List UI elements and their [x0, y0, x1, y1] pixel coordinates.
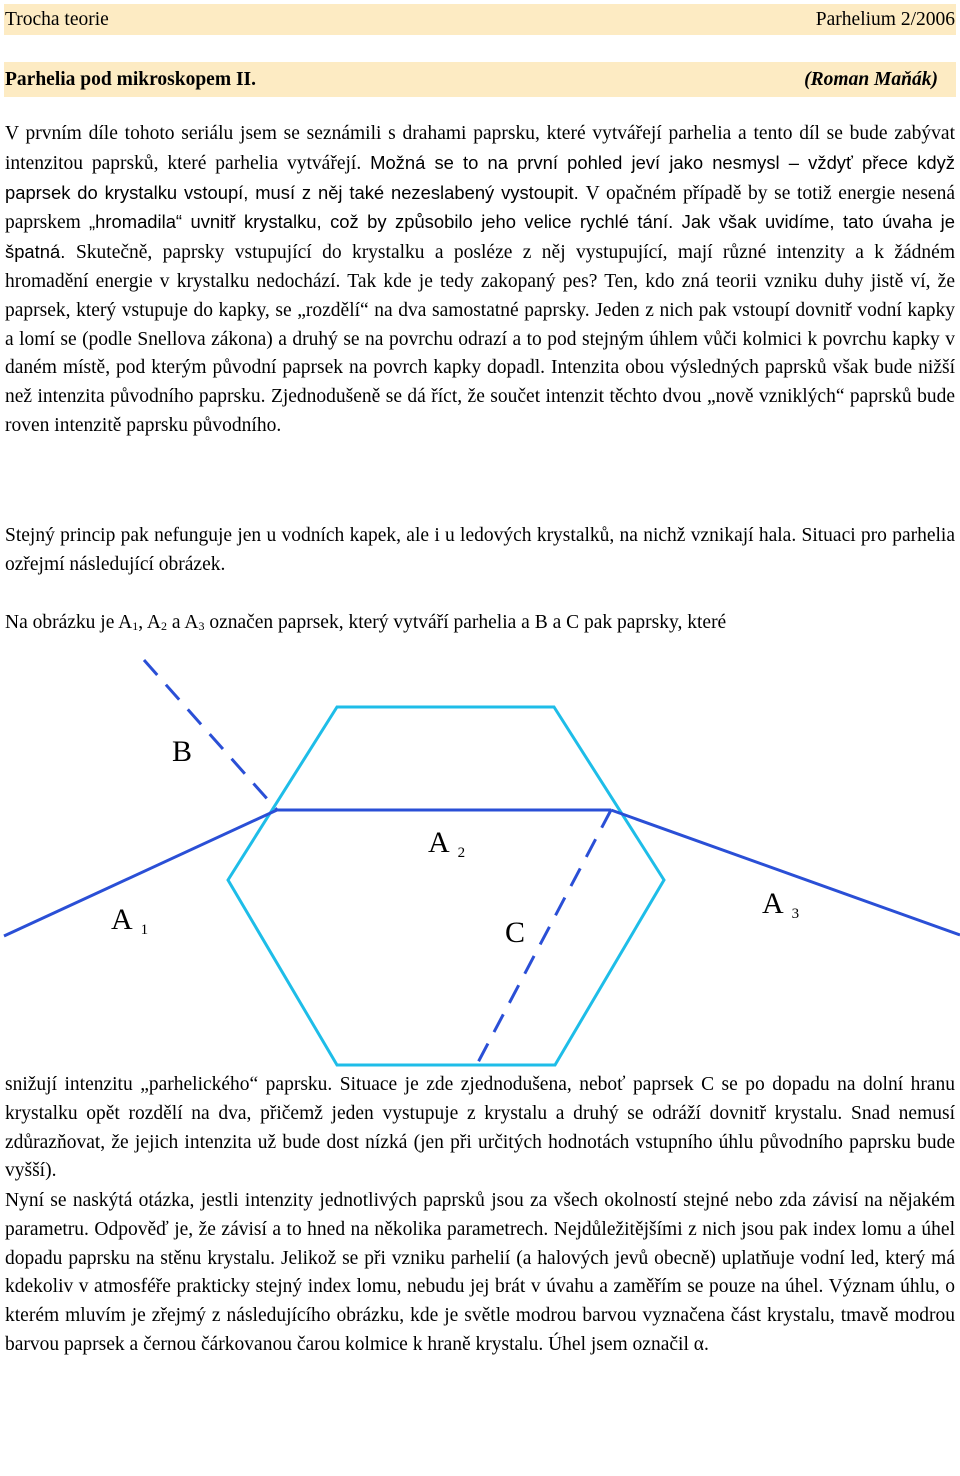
paragraph-intro-part4: „hromadila“ uvnitř krystalku, což by způsobilo jeho velice rychlé tání. Jak však uvidíme, tato úvaha je špatná. — [5, 211, 955, 263]
paragraph-figure-intro — [5, 609, 955, 641]
figure-intro-text-d: označen paprsek, který vytváří parhelia a B a C pak paprsky, které — [204, 612, 727, 633]
ray-b-reflected — [144, 660, 277, 810]
label-a1-letter: A — [111, 903, 133, 936]
paragraph-intro-part2: Možná se to na první pohled jeví jako nesmysl – vždyť přece když paprsek do krystalku vstoupí, musí z něj také nezeslabený vystoupit. — [5, 151, 955, 203]
article-title: Parhelia pod mikroskopem II. — [5, 69, 257, 90]
figure-intro-text-c: a A — [167, 612, 199, 633]
label-a3 — [762, 889, 799, 929]
article-author: (Roman Maňák) — [804, 69, 938, 90]
label-b: B — [172, 735, 193, 768]
paragraph-intro-part3: V opačném případě by se totiž energie nesená paprskem — [5, 182, 955, 234]
crystal-figure — [0, 640, 960, 1070]
ray-c-reflected — [474, 810, 611, 1070]
label-a2-letter: A — [428, 826, 450, 859]
label-a3-letter: A — [762, 887, 784, 920]
label-a1-subscript: 1 — [140, 922, 149, 938]
hexagon-crystal — [228, 707, 664, 1065]
paragraph-angle-question: Nyní se naskýtá otázka, jestli intenzity jednotlivých paprsků jsou za všech okolností stejné nebo zda závisí na nějakém parametru. Odpověď je, že závisí a to hned na několika parametrech. Nejdůležitějšími z nich jsou pak index lomu a úhel dopadu paprsku na stěnu krystalu. Jelikož se při vzniku parhelií (a halových jevů obecně) uplatňuje vodní led, který má kdekoliv v atmosféře prakticky stejný index lomu, nebudu jej brát v úvahu a zaměřím se pouze na úhel. Význam úhlu, o kterém mluvím je zřejmý z následujícího obrázku, kde je světle modrou barvou vyznačena část krystalu, tmavě modrou barvou paprsek a černou čárkovanou čarou kolmice k hraně krystalu. Úhel jsem označil α. — [5, 1190, 955, 1355]
header-issue: Parhelium 2/2006 — [815, 9, 955, 30]
crystal-diagram — [0, 640, 960, 1070]
page-header — [4, 4, 956, 35]
label-a1 — [111, 905, 148, 945]
label-a2-subscript: 2 — [457, 845, 466, 861]
subscript-2: 2 — [161, 619, 168, 633]
figure-intro-text-a: Na obrázku je A — [5, 612, 133, 633]
subscript-3: 3 — [198, 619, 205, 633]
label-c: C — [505, 916, 526, 949]
subscript-1: 1 — [132, 619, 139, 633]
paragraph-intro-part5: Skutečně, paprsky vstupující do krystalku a posléze z něj vystupující, mají různé intenzity a k žádném hromadění energie v krystalku nedochází. Tak kde je tedy zakopaný pes? Ten, kdo zná teorii vzniku duhy jistě ví, že paprsek, který vstupuje do kapky, se „rozdělí“ na dva samostatné paprsky. Jeden z nich pak vstoupí dovnitř vodní kapky a lomí se (podle Snellova zákona) a druhý se na povrchu odrazí a to pod stejným úhlem vůči kolmici k povrchu kapky v daném místě, pod kterým původní paprsek na povrch kapky dopadl. Intenzita obou výsledných paprsků však bude nižší než intenzita původního paprsku. Zjednodušeně se dá říct, že součet intenzit těchto dvou „nově vzniklých“ paprsků bude roven intenzitě paprsku původního. — [5, 242, 955, 436]
header-section-title: Trocha teorie — [5, 9, 109, 30]
label-a2 — [428, 828, 465, 868]
paragraph-intro — [5, 120, 955, 441]
paragraph-figure-explanation: snižují intenzitu „parhelického“ paprsku. Situace je zde zjednodušena, neboť paprsek C se po dopadu na dolní hranu krystalku opět rozdělí na dva, přičemž jeden vystupuje z krystalu a druhý se odráží dovnitř krystalu. Snad nemusí zdůrazňovat, že jejich intenzita už bude dost nízká (jen při určitých hodnotách vstupního úhlu původního paprsku bude vyšší). — [5, 1074, 955, 1182]
paragraph-principle: Stejný princip pak nefunguje jen u vodních kapek, ale i u ledových krystalků, na nichž vznikají hala. Situaci pro parhelia ozřejmí následující obrázek. — [5, 525, 955, 575]
paragraph-intro-part1: V prvním díle tohoto seriálu jsem se seznámili s drahami paprsku, které vytvářejí parhelia a tento díl se bude zabývat intenzitou paprsků, které parhelia vytvářejí. — [5, 123, 955, 174]
figure-intro-text-b: , A — [138, 612, 162, 633]
article-title-band — [4, 62, 956, 97]
label-a3-subscript: 3 — [791, 906, 800, 922]
